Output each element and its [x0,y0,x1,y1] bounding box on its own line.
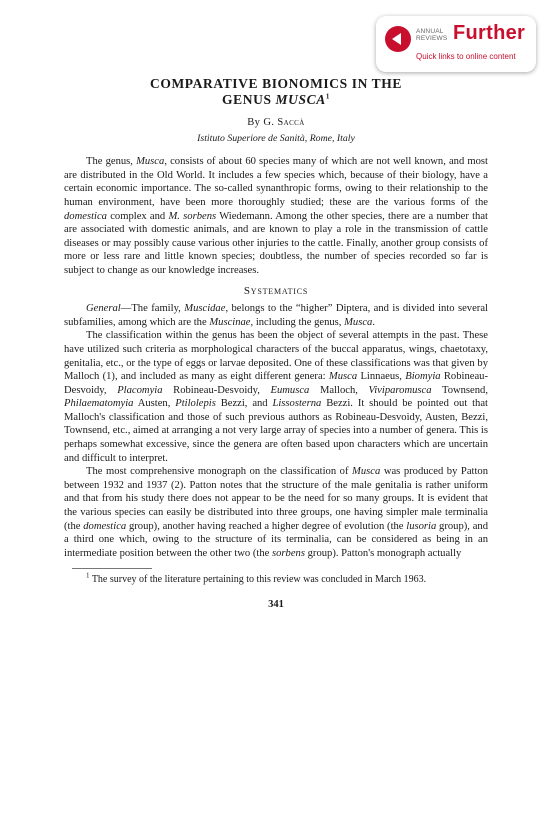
title-line2-italic: MUSCA [275,92,326,107]
author-name: G. Saccà [263,117,305,128]
intro-paragraph: The genus, Musca, consists of about 60 species many of which are not well known, and most are distributed in the Old World. It includes a few species which, because of their biology, have a certain economic importance. The so-called synanthropic forms, owing to their relationship to the human environment, have been more thoroughly studied; these are the various forms of the domestica complex and M. sorbens Wiedemann. Among the other species, there are a number that are associated with domestic animals, and are known to play a role in the transmission of cattle diseases or may possibly cause various other injuries to the cattle. Finally, another group consists of more or less rare and little known species; doubtless, the number of species recorded so far is subject to change as our knowledge increases. [64,156,488,276]
affiliation: Istituto Superiore de Sanità, Rome, Italy [197,132,355,144]
footnote-divider [72,568,152,569]
systematics-paragraph-monograph: The most comprehensive monograph on the classification of Musca was produced by Patton between 1932 and 1937 (2). Patton notes that the structure of the male genitalia is rather uniform and that from his study there does not appear to be the need for so many groups. It is evident that the various species can easily be distributed into three groups, one having simpler male terminalia (the domestica group), another having reached a higher degree of evolution (the lusoria group), and a third one which, owing to the structure of its terminalia, can be considered as being in an intermediate position between the other two (the sorbens group). Patton's monograph actually [64,466,489,559]
title-footnote-marker[interactable]: 1 [325,92,330,101]
systematics-paragraph-general: General—The family, Muscidae, belongs to the “higher” Diptera, and is divided into several subfamilies, among which are the Muscinae, including the genus, Musca. [64,303,488,328]
badge-annual-line2: REVIEWS [416,35,448,42]
badge-subtitle: Quick links to online content [416,52,516,61]
section-heading-systematics: Systematics [243,284,309,297]
author-line [64,116,488,130]
badge-annual-reviews [416,28,447,42]
annual-reviews-logo-icon [385,26,411,52]
footnote [64,573,488,586]
footnote-marker: 1 [86,572,90,581]
title-line2-prefix: GENUS [222,92,276,107]
badge-annual-line1: ANNUAL [416,28,444,35]
further-badge[interactable] [376,16,536,72]
page-number: 341 [268,599,284,611]
title-line1: COMPARATIVE BIONOMICS IN THE [150,76,402,91]
article-title [64,76,488,108]
badge-further-text: Further [453,22,526,44]
systematics-paragraph-classification: The classification within the genus has been the object of several attempts in the past. These have utilized such criteria as morphological characters of the buccal apparatus, wings, chaetotaxy, genitalia, etc., or the type of eggs or larvae deposited. One of these classifications was that given by Malloch (1), and included as many as eight different genera: Musca Linnaeus, Biomyia Robineau-Desvoidy, Placomyia Robineau-Desvoidy, Eumusca Malloch, Viviparomusca Townsend, Philaematomyia Austen, Ptilolepis Bezzi, and Lissosterna Bezzi. It should be pointed out that Malloch's classification and those of such previous authors as Robineau-Desvoidy, Austen, Bezzi, Townsend, etc., aimed at arranging a not very large array of species into a number of genera. This is perhaps somewhat excessive, since the genera are often based upon characters which are uncertain and difficult to interpret. [64,330,488,464]
footnote-text: The survey of the literature pertaining to this review was concluded in March 1963. [89,574,427,586]
article-body [64,76,488,612]
author-prefix: By [247,117,264,128]
